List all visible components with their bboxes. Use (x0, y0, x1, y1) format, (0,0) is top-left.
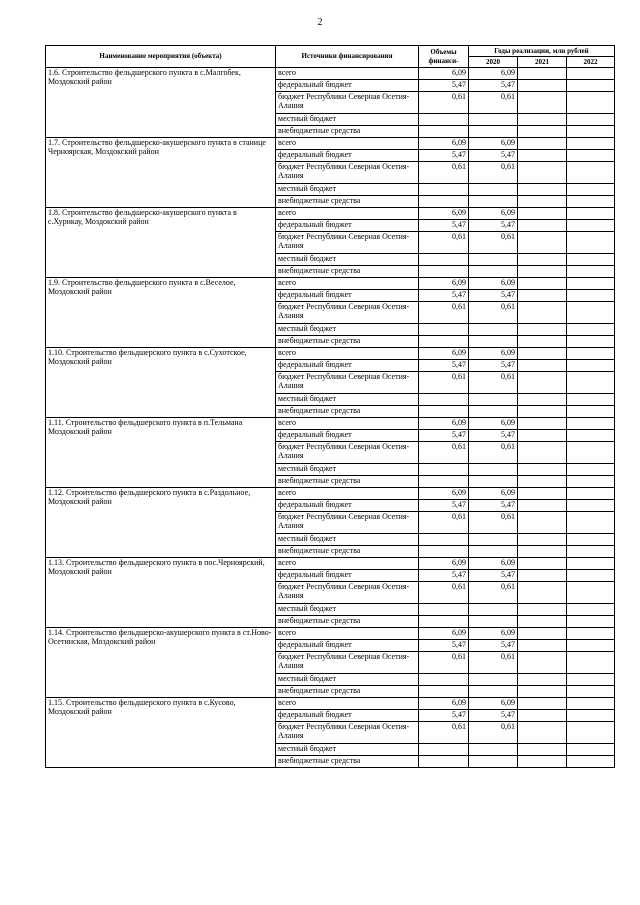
year-value (518, 698, 567, 710)
funding-source: местный бюджет (276, 114, 419, 126)
table-row (46, 278, 615, 290)
funding-source: всего (276, 208, 419, 220)
funding-source: всего (276, 558, 419, 570)
funding-source: бюджет Республики Северная Осетия-Алания (276, 722, 419, 744)
funding-source: бюджет Республики Северная Осетия-Алания (276, 582, 419, 604)
volume-value: 0,61 (419, 722, 469, 744)
year-value (567, 360, 615, 372)
volume-value: 5,47 (419, 360, 469, 372)
funding-source: федеральный бюджет (276, 290, 419, 302)
year-value (518, 546, 567, 558)
year-value (518, 114, 567, 126)
year-value: 6,09 (469, 68, 518, 80)
table-row (46, 698, 615, 710)
volume-value: 6,09 (419, 418, 469, 430)
table-row (46, 558, 615, 570)
volume-value (419, 756, 469, 768)
year-value (518, 640, 567, 652)
financing-table (45, 45, 615, 768)
year-value (567, 138, 615, 150)
funding-source: местный бюджет (276, 184, 419, 196)
funding-source: федеральный бюджет (276, 430, 419, 442)
year-value: 0,61 (469, 722, 518, 744)
year-value (518, 582, 567, 604)
year-value (469, 336, 518, 348)
volume-value (419, 266, 469, 278)
year-value (518, 348, 567, 360)
funding-source: всего (276, 698, 419, 710)
year-value: 0,61 (469, 442, 518, 464)
funding-source: внебюджетные средства (276, 756, 419, 768)
year-value (518, 254, 567, 266)
volume-value: 5,47 (419, 500, 469, 512)
volume-value: 6,09 (419, 68, 469, 80)
table-row (46, 208, 615, 220)
measure-name: 1.11. Строительство фельдшерского пункта в п.Тельмана Моздокский район (46, 418, 276, 488)
volume-value (419, 534, 469, 546)
measure-name: 1.9. Строительство фельдшерского пункта в с.Веселое, Моздокский район (46, 278, 276, 348)
volume-value: 0,61 (419, 92, 469, 114)
year-value (518, 150, 567, 162)
year-value (567, 442, 615, 464)
volume-value: 6,09 (419, 628, 469, 640)
volume-value (419, 394, 469, 406)
funding-source: внебюджетные средства (276, 616, 419, 628)
year-value: 5,47 (469, 80, 518, 92)
header-year-2021: 2021 (518, 57, 567, 68)
funding-source: внебюджетные средства (276, 476, 419, 488)
volume-value: 5,47 (419, 710, 469, 722)
year-value (518, 570, 567, 582)
year-value: 5,47 (469, 220, 518, 232)
year-value (518, 162, 567, 184)
funding-source: всего (276, 488, 419, 500)
year-value (518, 80, 567, 92)
table-row (46, 348, 615, 360)
funding-source: всего (276, 278, 419, 290)
funding-source: бюджет Республики Северная Осетия-Алания (276, 442, 419, 464)
funding-source: федеральный бюджет (276, 80, 419, 92)
funding-source: бюджет Республики Северная Осетия-Алания (276, 162, 419, 184)
year-value (518, 558, 567, 570)
measure-name: 1.7. Строительство фельдшерско-акушерского пункта в станице Черноярская, Моздокский район (46, 138, 276, 208)
year-value (567, 150, 615, 162)
year-value (469, 266, 518, 278)
year-value (518, 442, 567, 464)
year-value (518, 290, 567, 302)
year-value (469, 604, 518, 616)
year-value: 0,61 (469, 302, 518, 324)
funding-source: бюджет Республики Северная Осетия-Алания (276, 652, 419, 674)
year-value (469, 686, 518, 698)
header-source: Источники финансирования (276, 46, 419, 68)
volume-value: 5,47 (419, 430, 469, 442)
year-value: 5,47 (469, 570, 518, 582)
year-value (567, 68, 615, 80)
year-value: 6,09 (469, 208, 518, 220)
year-value (518, 674, 567, 686)
year-value (567, 184, 615, 196)
volume-value: 0,61 (419, 302, 469, 324)
year-value (469, 464, 518, 476)
funding-source: внебюджетные средства (276, 266, 419, 278)
year-value (567, 394, 615, 406)
measure-name: 1.14. Строительство фельдшерско-акушерского пункта в ст.Ново-Осетинская, Моздокский район (46, 628, 276, 698)
year-value (469, 616, 518, 628)
year-value (518, 68, 567, 80)
funding-source: бюджет Республики Северная Осетия-Алания (276, 302, 419, 324)
year-value (567, 126, 615, 138)
volume-value (419, 476, 469, 488)
year-value (469, 674, 518, 686)
year-value (518, 476, 567, 488)
year-value (567, 604, 615, 616)
volume-value: 5,47 (419, 290, 469, 302)
funding-source: всего (276, 348, 419, 360)
year-value (567, 232, 615, 254)
funding-source: всего (276, 68, 419, 80)
year-value (469, 756, 518, 768)
year-value (567, 418, 615, 430)
year-value: 5,47 (469, 500, 518, 512)
year-value (518, 534, 567, 546)
year-value (567, 372, 615, 394)
year-value (469, 324, 518, 336)
funding-source: местный бюджет (276, 394, 419, 406)
funding-source: федеральный бюджет (276, 150, 419, 162)
volume-value: 6,09 (419, 208, 469, 220)
header-volume: Объемы финанси- (419, 46, 469, 68)
funding-source: местный бюджет (276, 464, 419, 476)
year-value (567, 162, 615, 184)
year-value (518, 616, 567, 628)
page-number: 2 (317, 17, 323, 28)
year-value (518, 744, 567, 756)
year-value (567, 406, 615, 418)
year-value (469, 126, 518, 138)
year-value: 0,61 (469, 652, 518, 674)
year-value (518, 184, 567, 196)
funding-source: внебюджетные средства (276, 196, 419, 208)
funding-source: внебюджетные средства (276, 406, 419, 418)
funding-source: местный бюджет (276, 674, 419, 686)
year-value (567, 546, 615, 558)
funding-source: местный бюджет (276, 534, 419, 546)
funding-source: бюджет Республики Северная Осетия-Алания (276, 232, 419, 254)
year-value (567, 744, 615, 756)
year-value: 6,09 (469, 698, 518, 710)
year-value (518, 686, 567, 698)
funding-source: местный бюджет (276, 324, 419, 336)
year-value (469, 534, 518, 546)
funding-source: всего (276, 418, 419, 430)
year-value (567, 278, 615, 290)
year-value (567, 698, 615, 710)
year-value (567, 92, 615, 114)
year-value (518, 302, 567, 324)
volume-value (419, 406, 469, 418)
year-value (567, 114, 615, 126)
year-value (469, 184, 518, 196)
volume-value: 5,47 (419, 640, 469, 652)
funding-source: бюджет Республики Северная Осетия-Алания (276, 372, 419, 394)
volume-value: 0,61 (419, 372, 469, 394)
volume-value: 5,47 (419, 80, 469, 92)
measure-name: 1.15. Строительство фельдшерского пункта в с.Кусово, Моздокский район (46, 698, 276, 768)
year-value (469, 546, 518, 558)
volume-value: 0,61 (419, 232, 469, 254)
year-value (567, 254, 615, 266)
year-value (567, 616, 615, 628)
funding-source: всего (276, 138, 419, 150)
table-row (46, 418, 615, 430)
funding-source: федеральный бюджет (276, 220, 419, 232)
year-value (518, 628, 567, 640)
year-value (518, 430, 567, 442)
year-value (518, 360, 567, 372)
header-name: Наименование мероприятия (объекта) (46, 46, 276, 68)
volume-value: 5,47 (419, 220, 469, 232)
year-value (567, 324, 615, 336)
volume-value (419, 674, 469, 686)
year-value (567, 302, 615, 324)
volume-value: 6,09 (419, 278, 469, 290)
year-value (469, 744, 518, 756)
year-value (518, 208, 567, 220)
year-value (567, 208, 615, 220)
year-value (518, 464, 567, 476)
year-value (518, 126, 567, 138)
funding-source: бюджет Республики Северная Осетия-Алания (276, 512, 419, 534)
volume-value: 0,61 (419, 442, 469, 464)
year-value (469, 254, 518, 266)
year-value (469, 476, 518, 488)
measure-name: 1.8. Строительство фельдшерско-акушерского пункта в с.Хурикау, Моздокский район (46, 208, 276, 278)
funding-source: местный бюджет (276, 604, 419, 616)
year-value (518, 512, 567, 534)
year-value (518, 406, 567, 418)
measure-name: 1.13. Строительство фельдшерского пункта в пос.Черноярский, Моздокский район (46, 558, 276, 628)
year-value (518, 418, 567, 430)
volume-value (419, 604, 469, 616)
year-value (567, 722, 615, 744)
year-value (567, 220, 615, 232)
year-value (518, 394, 567, 406)
volume-value: 5,47 (419, 150, 469, 162)
year-value (567, 628, 615, 640)
funding-source: федеральный бюджет (276, 640, 419, 652)
year-value (567, 756, 615, 768)
measure-name: 1.12. Строительство фельдшерского пункта в с.Раздольное, Моздокский район (46, 488, 276, 558)
volume-value: 0,61 (419, 512, 469, 534)
measure-name: 1.6. Строительство фельдшерского пункта в с.Малгобек, Моздокский район (46, 68, 276, 138)
funding-source: всего (276, 628, 419, 640)
year-value: 5,47 (469, 430, 518, 442)
year-value (518, 220, 567, 232)
table-row (46, 138, 615, 150)
year-value (518, 372, 567, 394)
volume-value: 0,61 (419, 162, 469, 184)
header-year-2022: 2022 (567, 57, 615, 68)
year-value: 5,47 (469, 360, 518, 372)
year-value (567, 710, 615, 722)
year-value (518, 500, 567, 512)
year-value: 5,47 (469, 290, 518, 302)
header-years: Годы реализации, млн рублей (469, 46, 615, 57)
volume-value (419, 744, 469, 756)
year-value (567, 686, 615, 698)
year-value (567, 464, 615, 476)
year-value (567, 348, 615, 360)
volume-value (419, 324, 469, 336)
year-value: 0,61 (469, 232, 518, 254)
year-value (518, 266, 567, 278)
funding-source: федеральный бюджет (276, 360, 419, 372)
volume-value (419, 464, 469, 476)
year-value (518, 196, 567, 208)
year-value: 0,61 (469, 372, 518, 394)
measure-name: 1.10. Строительство фельдшерского пункта в с.Сухотское, Моздокский район (46, 348, 276, 418)
year-value: 0,61 (469, 512, 518, 534)
table-row (46, 488, 615, 500)
year-value: 5,47 (469, 640, 518, 652)
volume-value: 6,09 (419, 138, 469, 150)
volume-value: 0,61 (419, 652, 469, 674)
volume-value: 5,47 (419, 570, 469, 582)
year-value: 6,09 (469, 418, 518, 430)
volume-value (419, 546, 469, 558)
funding-source: внебюджетные средства (276, 126, 419, 138)
year-value (518, 488, 567, 500)
year-value: 0,61 (469, 582, 518, 604)
funding-source: бюджет Республики Северная Осетия-Алания (276, 92, 419, 114)
year-value (518, 232, 567, 254)
year-value (567, 558, 615, 570)
year-value (518, 336, 567, 348)
year-value (567, 476, 615, 488)
year-value (518, 756, 567, 768)
year-value (518, 604, 567, 616)
volume-value (419, 196, 469, 208)
year-value (567, 582, 615, 604)
funding-source: федеральный бюджет (276, 500, 419, 512)
year-value (518, 652, 567, 674)
year-value (567, 652, 615, 674)
year-value (567, 266, 615, 278)
year-value: 6,09 (469, 488, 518, 500)
year-value (518, 278, 567, 290)
year-value (567, 336, 615, 348)
year-value: 5,47 (469, 150, 518, 162)
year-value (567, 488, 615, 500)
volume-value: 6,09 (419, 558, 469, 570)
volume-value (419, 184, 469, 196)
year-value (469, 114, 518, 126)
year-value: 6,09 (469, 138, 518, 150)
volume-value (419, 686, 469, 698)
volume-value: 0,61 (419, 582, 469, 604)
funding-source: федеральный бюджет (276, 710, 419, 722)
year-value: 0,61 (469, 92, 518, 114)
year-value (567, 512, 615, 534)
year-value (567, 640, 615, 652)
header-year-2020: 2020 (469, 57, 518, 68)
funding-source: внебюджетные средства (276, 336, 419, 348)
year-value: 0,61 (469, 162, 518, 184)
volume-value: 6,09 (419, 698, 469, 710)
funding-source: внебюджетные средства (276, 686, 419, 698)
volume-value (419, 616, 469, 628)
funding-source: местный бюджет (276, 254, 419, 266)
year-value: 6,09 (469, 558, 518, 570)
funding-source: местный бюджет (276, 744, 419, 756)
year-value: 6,09 (469, 628, 518, 640)
year-value (567, 196, 615, 208)
year-value (469, 406, 518, 418)
volume-value: 6,09 (419, 488, 469, 500)
year-value: 6,09 (469, 348, 518, 360)
year-value: 6,09 (469, 278, 518, 290)
year-value (469, 394, 518, 406)
year-value (518, 92, 567, 114)
year-value (567, 534, 615, 546)
volume-value (419, 336, 469, 348)
year-value (518, 324, 567, 336)
year-value (518, 138, 567, 150)
year-value (469, 196, 518, 208)
table-body (46, 68, 615, 768)
table-row (46, 68, 615, 80)
year-value (567, 290, 615, 302)
year-value (567, 500, 615, 512)
funding-source: федеральный бюджет (276, 570, 419, 582)
year-value (567, 570, 615, 582)
volume-value: 6,09 (419, 348, 469, 360)
volume-value (419, 254, 469, 266)
year-value (518, 710, 567, 722)
funding-source: внебюджетные средства (276, 546, 419, 558)
year-value (567, 80, 615, 92)
volume-value (419, 126, 469, 138)
year-value (567, 430, 615, 442)
table-row (46, 628, 615, 640)
year-value: 5,47 (469, 710, 518, 722)
year-value (567, 674, 615, 686)
year-value (518, 722, 567, 744)
volume-value (419, 114, 469, 126)
